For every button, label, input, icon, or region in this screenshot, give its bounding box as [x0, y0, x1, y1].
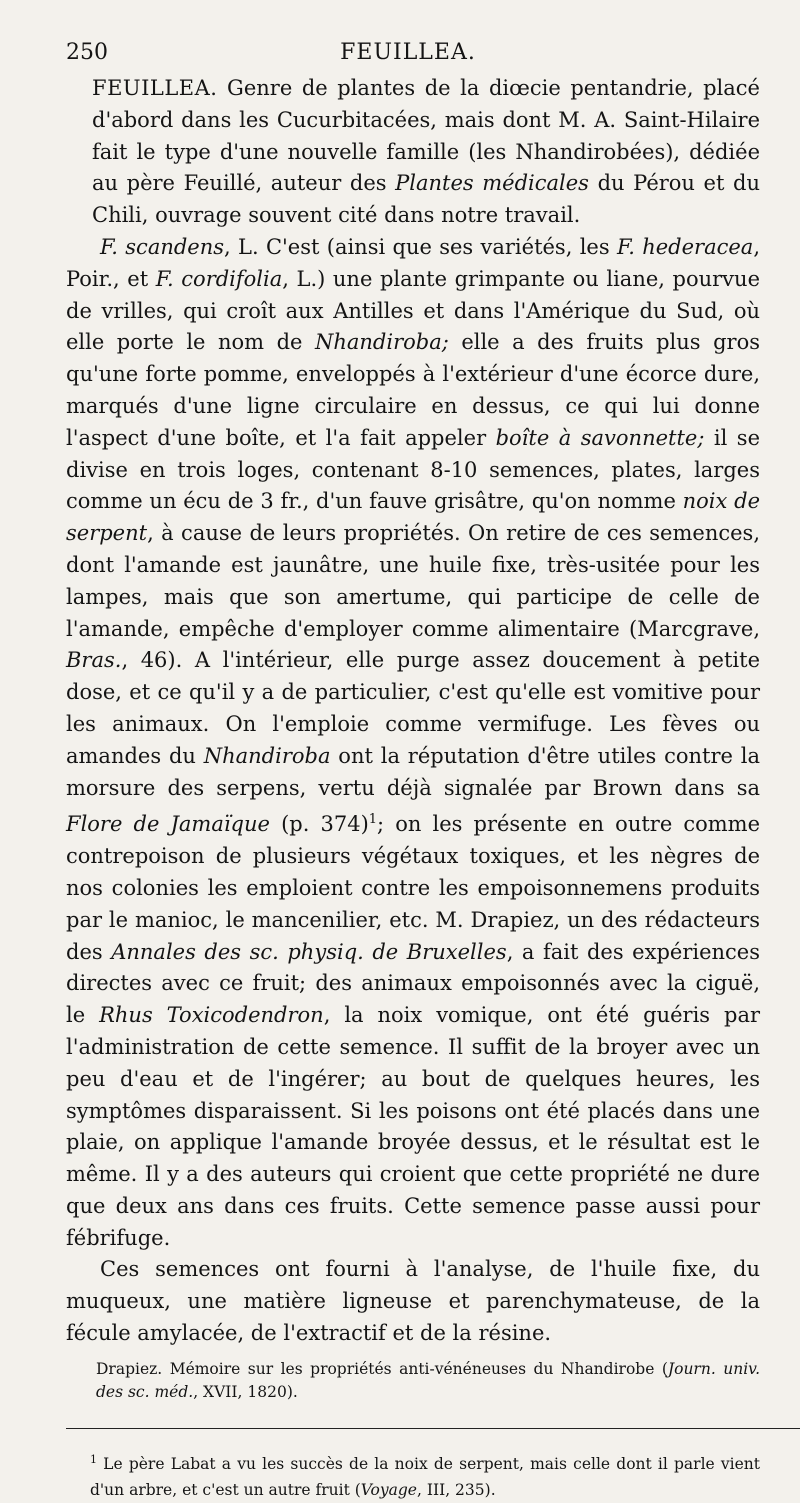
text-span: , la noix vomique, ont été guéris par l'administration de cette semence. Il suffit de la broyer avec un peu d'eau et de l'ingérer; au bout de quelques heures, les symptômes disparaissent. Si les poisons ont été placés dans une plaie, on applique l'amande broyée dessus, et le résultat est le même. Il y a des auteurs qui croient que cette propriété ne dure que deux ans dans ces fruits. Cette semence passe aussi pour fébrifuge.: [66, 1003, 761, 1250]
paragraph-analysis: Ces semences ont fourni à l'analyse, de l'huile fixe, du muqueux, une matière ligneuse et parenchymateuse, de la fécule amylacée, de l'extractif et de la résine.: [66, 1257, 760, 1346]
text-span: Genre de plantes de la diœcie pentandrie, placé d'abord dans les Cucurbitacées, mais dont M. A. Saint-Hilaire fait le type d'une nouvelle famille (les Nhandirobées), dédiée au père Feuillé, auteur des: [92, 76, 760, 196]
italic-span: boîte à savonnette;: [495, 425, 705, 450]
text-span: , à cause de leurs propriétés. On retire de ces semences, dont l'amande est jaunâtre, une huile fixe, très-usitée pour les lampes, mais que son amertume, qui participe de celle de l'amande, empêche d'employer comme alimentaire (Marcgrave,: [66, 521, 760, 641]
italic-span: F. cordifolia: [155, 266, 283, 291]
italic-span: Flore de Jamaïque: [66, 812, 270, 837]
text-span: , a fait des expériences directes avec ce fruit; des animaux empoisonnés avec la ciguë, le: [66, 939, 760, 1028]
footnote: [66, 1447, 760, 1503]
text-span: , III, 235).: [416, 1481, 496, 1500]
species-name: F. scandens: [100, 234, 225, 259]
entry-title: FEUILLEA.: [92, 76, 218, 100]
italic-span: F. hederacea: [616, 234, 754, 259]
text-span: , XVII, 1820).: [193, 1382, 298, 1401]
text-span: , L. C'est (ainsi que ses variétés, les: [224, 234, 617, 259]
italic-span: Bras.: [66, 648, 122, 673]
italic-span: Journ. univ. des sc. méd.: [96, 1359, 760, 1401]
text-span: , 46). A l'intérieur, elle purge assez doucement à petite dose, et ce qu'il y a de particulier, c'est qu'elle est vomitive pour les animaux. On l'emploie comme vermifuge. Les fèves ou amandes du: [66, 648, 760, 768]
text-span: du Pérou et du Chili, ouvrage souvent cité dans notre travail.: [92, 171, 760, 228]
paragraph-scandens: [66, 232, 760, 1255]
footnote-separator: [66, 1428, 800, 1429]
italic-span: Plantes médicales: [395, 171, 589, 196]
page-header: [66, 40, 760, 65]
text-span: elle a des fruits plus gros qu'une forte pomme, enveloppés à l'extérieur d'une écorce dure, marqués d'une ligne circulaire en dessus, ce qui lui donne l'aspect d'une boîte, et l'a fait appeler: [66, 330, 760, 450]
italic-span: Voyage: [360, 1481, 417, 1500]
italic-span: Annales des sc. physiq. de Bruxelles: [111, 939, 507, 964]
text-span: ; on les présente en outre comme contrepoison de plusieurs végétaux toxiques, et les nègres de nos colonies les emploient contre les empoisonnemens produits par le manioc, le mancenilier, etc. M. Drapiez, un des rédacteurs des: [66, 812, 761, 964]
italic-span: Nhandiroba;: [314, 330, 449, 355]
article-body: [66, 73, 760, 1404]
italic-span: Nhandiroba: [203, 743, 331, 768]
footnote-number: 1: [90, 1452, 97, 1466]
text-span: (p. 374): [269, 812, 369, 837]
bibliographic-reference: [66, 1358, 760, 1404]
text-span: , L.) une plante grimpante ou liane, pourvue de vrilles, qui croît aux Antilles et dans l'Amérique du Sud, où elle porte le nom de: [66, 266, 760, 355]
footnote-marker: 1: [368, 812, 378, 828]
text-span: Drapiez. Mémoire sur les propriétés anti-vénéneuses du Nhandirobe (: [96, 1359, 668, 1378]
text-span: , Poir., et: [66, 234, 760, 291]
text-span: Le père Labat a vu les succès de la noix de serpent, mais celle dont il parle vient d'un arbre, et c'est un autre fruit (: [90, 1455, 760, 1500]
italic-span: noix de serpent: [66, 489, 760, 546]
italic-span: Rhus Toxicodendron: [99, 1003, 324, 1028]
page-number: 250: [66, 40, 108, 65]
text-span: ont la réputation d'être utiles contre la morsure des serpens, vertu déjà signalée par Brown dans sa: [66, 743, 760, 800]
paragraph-intro: [66, 73, 760, 232]
text-span: il se divise en trois loges, contenant 8-10 semences, plates, larges comme un écu de 3 fr., d'un fauve grisâtre, qu'on nomme: [66, 425, 760, 514]
running-title: FEUILLEA.: [340, 40, 476, 65]
